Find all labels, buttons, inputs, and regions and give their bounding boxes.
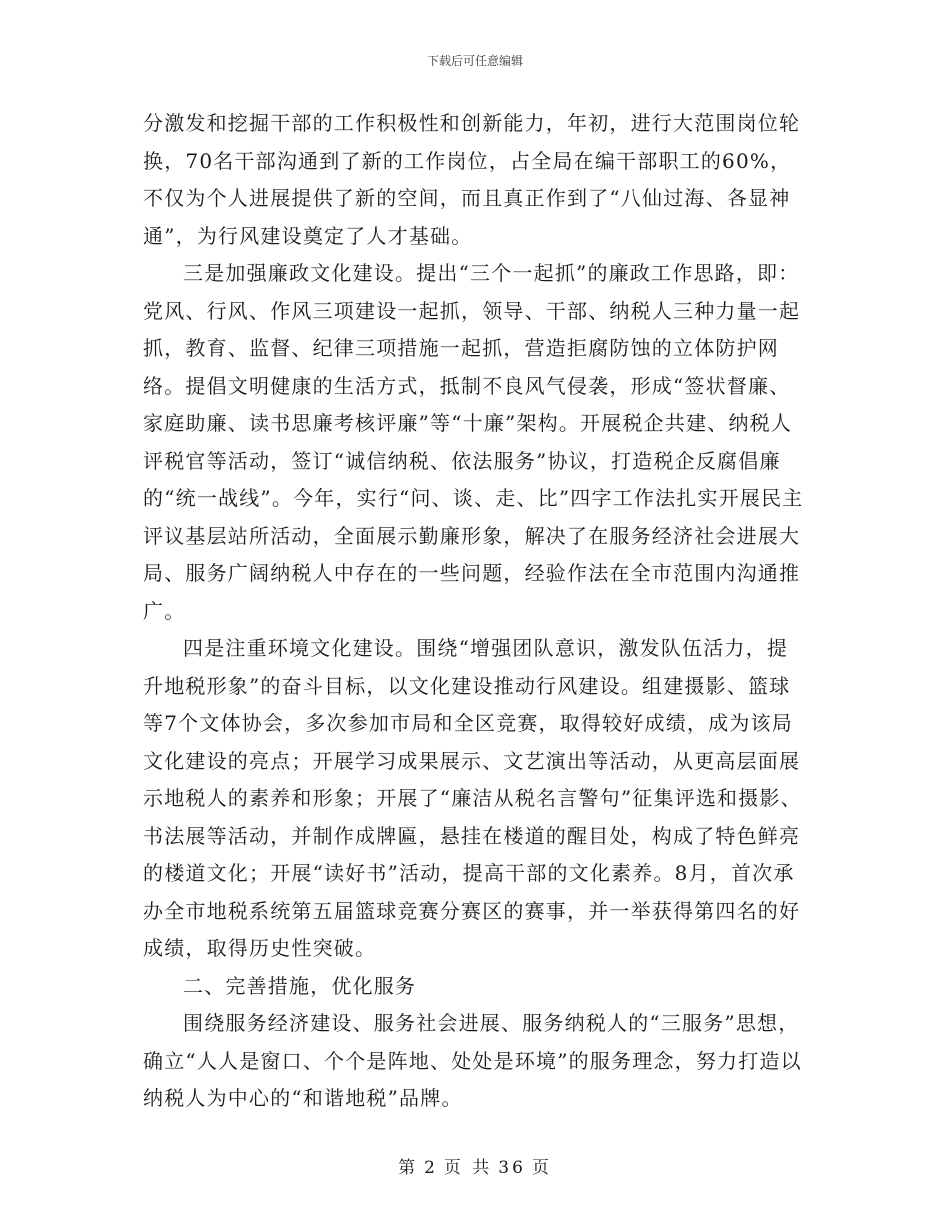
document-body	[143, 105, 808, 1118]
section-heading: 二、完善措施，优化服务	[183, 973, 417, 998]
paragraph-3: 四是注重环境文化建设。围绕“增强团队意识，激发队伍活力，提升地税形象”的奋斗目标，以文化建设推动行风建设。组建摄影、篮球等7个文体协会，多次参加市局和全区竞赛，取得较好成绩，成为该局文化建设的亮点；开展学习成果展示、文艺演出等活动，从更高层面展示地税人的素养和形象；开展了“廉洁从税名言警句”征集评选和摄影、书法展等活动，并制作成牌匾，悬挂在楼道的醒目处，构成了特色鲜亮的楼道文化；开展“读好书”活动，提高干部的文化素养。8月，首次承办全市地税系统第五届篮球竞赛分赛区的赛事，并一举获得第四名的好成绩，取得历史性突破。	[143, 636, 802, 960]
page-header	[0, 52, 950, 69]
page-footer	[0, 1153, 950, 1178]
header-note: 下载后可任意编辑	[426, 54, 523, 68]
paragraph-2: 三是加强廉政文化建设。提出“三个一起抓”的廉政工作思路，即：党风、行风、作风三项建设一起抓，领导、干部、纳税人三种力量一起抓，教育、监督、纪律三项措施一起抓，营造拒腐防蚀的立体防护网络。提倡文明健康的生活方式，抵制不良风气侵袭，形成“签状督廉、家庭助廉、读书思廉考核评廉”等“十廉”架构。开展税企共建、纳税人评税官等活动，签订“诚信纳税、依法服务”协议，打造税企反腐倡廉的“统一战线”。今年，实行“问、谈、走、比”四字工作法扎实开展民主评议基层站所活动，全面展示勤廉形象，解决了在服务经济社会进展大局、服务广阔纳税人中存在的一些问题，经验作法在全市范围内沟通推广。	[143, 261, 804, 623]
total-pages: 36	[498, 1158, 526, 1178]
page-number: 2	[424, 1158, 438, 1178]
page-label-mid: 页 共	[443, 1158, 493, 1178]
page-label-prefix: 第	[398, 1158, 419, 1178]
paragraph-1: 分激发和挖掘干部的工作积极性和创新能力，年初，进行大范围岗位轮换，70名干部沟通到了新的工作岗位，占全局在编干部职工的60%，不仅为个人进展提供了新的空间，而且真正作到了“八仙过海、各显神通”，为行风建设奠定了人才基础。	[143, 111, 801, 248]
paragraph-4: 围绕服务经济建设、服务社会进展、服务纳税人的“三服务”思想，确立“人人是窗口、个个是阵地、处处是环境”的服务理念，努力打造以纳税人为中心的“和谐地税”品牌。	[143, 1011, 802, 1110]
page-label-suffix: 页	[531, 1158, 552, 1178]
